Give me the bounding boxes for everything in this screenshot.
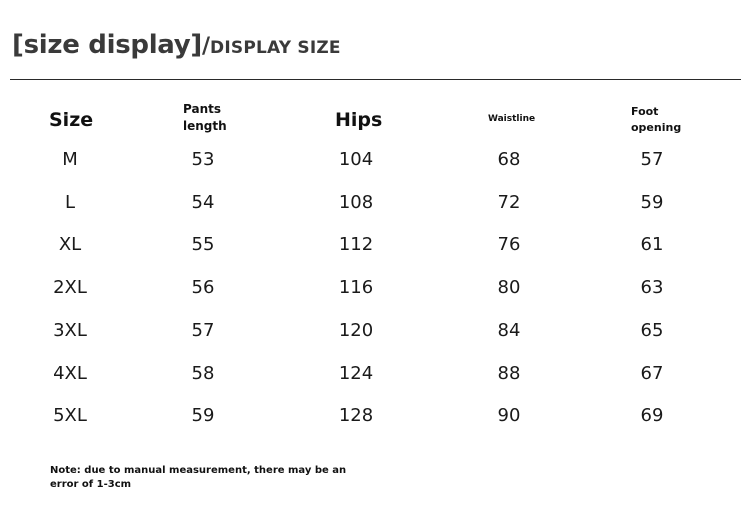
cell-hips: 112 bbox=[338, 234, 374, 256]
title-main: [size display] bbox=[12, 30, 202, 60]
cell-pants-length: 58 bbox=[191, 362, 215, 384]
cell-pants-length: 53 bbox=[191, 149, 215, 170]
cell-foot-opening: 67 bbox=[640, 362, 664, 384]
cell-waistline: 90 bbox=[497, 405, 521, 427]
cell-size: 5XL bbox=[53, 405, 87, 427]
cell-size: XL bbox=[58, 234, 82, 256]
cell-foot-opening: 65 bbox=[640, 319, 664, 341]
cell-size: M bbox=[62, 149, 78, 170]
measurement-note: Note: due to manual measurement, there may be an error of 1-3cm bbox=[50, 465, 347, 490]
cell-hips: 120 bbox=[338, 319, 374, 341]
header-hips: Hips bbox=[335, 109, 383, 131]
cell-foot-opening: 57 bbox=[640, 149, 664, 170]
header-pants-length bbox=[183, 101, 227, 135]
cell-waistline: 68 bbox=[497, 149, 521, 170]
cell-foot-opening: 59 bbox=[640, 191, 664, 213]
header-foot-opening-line2: opening bbox=[631, 121, 682, 134]
cell-pants-length: 56 bbox=[191, 277, 215, 299]
header-waistline: Waistline bbox=[488, 114, 536, 124]
cell-waistline: 88 bbox=[497, 362, 521, 384]
header-pants-length-line2: length bbox=[183, 119, 227, 133]
cell-waistline: 80 bbox=[497, 277, 521, 299]
cell-hips: 108 bbox=[338, 191, 374, 213]
cell-foot-opening: 61 bbox=[640, 234, 664, 256]
cell-hips: 124 bbox=[338, 362, 374, 384]
cell-pants-length: 57 bbox=[191, 319, 215, 341]
cell-pants-length: 55 bbox=[191, 234, 215, 256]
header-foot-opening-line1: Foot bbox=[631, 105, 659, 118]
cell-pants-length: 59 bbox=[191, 405, 215, 427]
page-title bbox=[12, 32, 341, 58]
cell-size: 3XL bbox=[53, 319, 87, 341]
title-subtitle: DISPLAY SIZE bbox=[210, 38, 341, 58]
header-foot-opening bbox=[631, 104, 681, 136]
cell-hips: 116 bbox=[338, 277, 374, 299]
cell-size: 2XL bbox=[53, 277, 87, 299]
cell-foot-opening: 69 bbox=[640, 405, 664, 427]
title-separator: / bbox=[202, 34, 211, 59]
header-size: Size bbox=[49, 109, 94, 131]
cell-waistline: 72 bbox=[497, 191, 521, 213]
title-divider bbox=[10, 79, 741, 80]
cell-size: L bbox=[64, 191, 76, 213]
cell-size: 4XL bbox=[53, 362, 87, 384]
cell-waistline: 76 bbox=[497, 234, 521, 256]
header-pants-length-line1: Pants bbox=[183, 102, 221, 116]
cell-hips: 104 bbox=[338, 149, 374, 170]
cell-waistline: 84 bbox=[497, 319, 521, 341]
cell-foot-opening: 63 bbox=[640, 277, 664, 299]
cell-pants-length: 54 bbox=[191, 191, 215, 213]
cell-hips: 128 bbox=[338, 405, 374, 427]
